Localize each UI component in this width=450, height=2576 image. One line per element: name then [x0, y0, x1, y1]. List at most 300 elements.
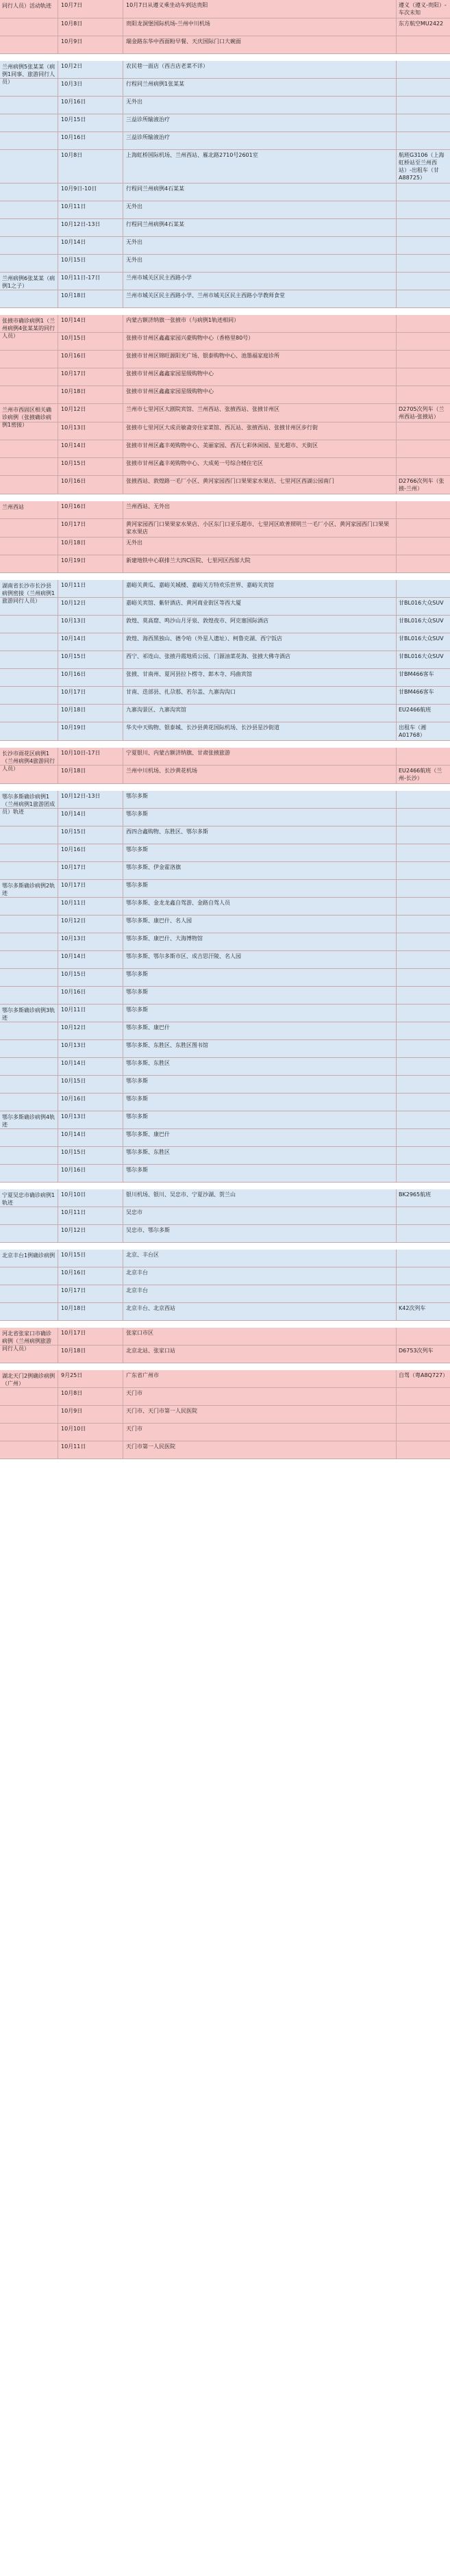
- table-row: [0, 201, 450, 219]
- transport-cell: [397, 1225, 450, 1242]
- place-cell: 新建地铁中心联排兰大四C医院、七里河区西部大院: [123, 555, 397, 572]
- place-cell: 瑞金路东华中西面粉早餐、天庆国际门口大碗面: [123, 36, 397, 53]
- date-cell: 10月14日: [58, 1129, 123, 1146]
- date-cell: 10月8日: [58, 150, 123, 183]
- date-cell: 10月12日: [58, 598, 123, 615]
- table-row: [0, 722, 450, 741]
- case-cell: [0, 969, 58, 986]
- section-gap: [0, 741, 450, 748]
- transport-cell: [397, 1165, 450, 1182]
- place-cell: 天门市第一人民医院: [123, 1441, 397, 1459]
- table-row: [0, 97, 450, 114]
- transport-cell: [397, 36, 450, 53]
- date-cell: 10月15日: [58, 458, 123, 475]
- case-cell: [0, 386, 58, 403]
- case-cell: [0, 1058, 58, 1075]
- transport-cell: D2705次列车（兰州西站-张掖站）: [399, 406, 445, 420]
- place-cell: 兰州市七里河区大剧院宾馆、兰州西站、张掖西站、张掖甘州区: [123, 404, 397, 422]
- place-cell: 鄂尔多斯: [123, 809, 397, 826]
- case-cell: [0, 132, 58, 149]
- place-cell: 鄂尔多斯: [123, 969, 397, 986]
- place-cell: 无外出: [123, 538, 397, 555]
- date-cell: 10月17日: [58, 1328, 123, 1345]
- date-cell: 10月13日: [58, 616, 123, 633]
- table-row: [0, 440, 450, 458]
- transport-cell: 甘BL016大众SUV: [399, 618, 444, 624]
- transport-cell: [397, 538, 450, 555]
- transport-cell: [397, 1129, 450, 1146]
- place-cell: 鄂尔多斯、康巴什: [123, 1129, 397, 1146]
- case-cell: [0, 97, 58, 114]
- place-cell: 鄂尔多斯、金龙龙鑫自驾游、金路自驾人员: [123, 898, 397, 915]
- transport-cell: [397, 1328, 450, 1345]
- date-cell: 10月17日: [58, 687, 123, 704]
- table-row: [0, 290, 450, 308]
- date-cell: 10月18日: [58, 538, 123, 555]
- case-label: 湖北天门2例确诊病例（广州）: [2, 1373, 55, 1387]
- table-row: [0, 880, 450, 898]
- transport-cell: [397, 880, 450, 897]
- place-cell: 鄂尔多斯: [123, 1005, 397, 1022]
- case-cell: [0, 633, 58, 651]
- case-cell: [0, 1424, 58, 1441]
- transport-cell: [397, 519, 450, 537]
- place-cell: 贵阳龙洞堡国际机场-兰州中川机场: [123, 18, 397, 36]
- date-cell: 10月9日: [58, 1406, 123, 1423]
- place-cell: 广东省广州市: [123, 1370, 397, 1387]
- place-cell: 三益诊所输液治疗: [123, 114, 397, 131]
- place-cell: 西宁、祁连山、张掖丹霞地质公园、门源油菜花海、张掖大佛寺酒店: [123, 651, 397, 668]
- date-cell: 10月14日: [58, 315, 123, 332]
- case-cell: [0, 862, 58, 879]
- section-block: [0, 1189, 450, 1243]
- section-block: [0, 748, 450, 784]
- place-cell: 鄂尔多斯、东胜区: [123, 1147, 397, 1164]
- table-row: [0, 1225, 450, 1243]
- case-cell: [0, 114, 58, 131]
- transport-cell: K42次列车: [399, 1305, 426, 1311]
- case-group: [0, 580, 450, 741]
- date-cell: 10月11日: [58, 1207, 123, 1224]
- section-gap: [0, 1183, 450, 1189]
- place-cell: 张家口市区: [123, 1328, 397, 1345]
- place-cell: 鄂尔多斯: [123, 844, 397, 861]
- transport-cell: [397, 1424, 450, 1441]
- section-block: [0, 791, 450, 1183]
- date-cell: 10月15日: [58, 1250, 123, 1267]
- date-cell: 10月15日: [58, 1147, 123, 1164]
- transport-cell: 甘BL016大众SUV: [399, 600, 444, 606]
- transport-cell: [397, 1040, 450, 1057]
- case-cell: [0, 951, 58, 968]
- table-row: [0, 114, 450, 132]
- date-cell: 10月11日: [58, 898, 123, 915]
- table-row: [0, 916, 450, 933]
- date-cell: 10月14日: [58, 237, 123, 254]
- table-row: [0, 844, 450, 862]
- case-group: [0, 1189, 450, 1243]
- place-cell: 内蒙古额济纳旗一张掖市（与病例1轨迹相同）: [123, 315, 397, 332]
- place-cell: 鄂尔多斯、康巴什、名人园: [123, 916, 397, 933]
- case-label: 鄂尔多斯确诊病例2轨迹: [2, 883, 55, 896]
- table-row: [0, 1094, 450, 1111]
- transport-cell: [397, 97, 450, 114]
- table-row: [0, 368, 450, 386]
- place-cell: 兰州西站、无外出: [123, 501, 397, 518]
- case-cell: [0, 1441, 58, 1459]
- transport-cell: [397, 1285, 450, 1302]
- case-cell: [0, 368, 58, 386]
- table-row: [0, 0, 450, 18]
- case-label: 鄂尔多斯确诊病例1（兰州病例1旅游团成员）轨迹: [2, 794, 55, 815]
- date-cell: 10月8日: [58, 1388, 123, 1405]
- place-cell: 兰州中川机场、长沙黄花机场: [123, 766, 397, 783]
- date-cell: 10月17日: [58, 1285, 123, 1302]
- date-cell: 10月11日-17日: [58, 273, 123, 290]
- place-cell: 张掖市甘州区鑫鑫家园星级购物中心: [123, 368, 397, 386]
- table-row: [0, 1406, 450, 1424]
- case-group: [0, 1370, 450, 1459]
- table-row: [0, 315, 450, 333]
- transport-cell: [397, 255, 450, 272]
- place-cell: 鄂尔多斯: [123, 1165, 397, 1182]
- case-cell: [0, 1225, 58, 1242]
- case-cell: [0, 237, 58, 254]
- transport-cell: [397, 501, 450, 518]
- case-label: 宁夏吴忠市确诊病例1轨迹: [2, 1192, 55, 1206]
- transport-cell: [397, 315, 450, 332]
- place-cell: 鄂尔多斯、伊金霍洛旗: [123, 862, 397, 879]
- table-row: [0, 18, 450, 36]
- table-row: [0, 1441, 450, 1459]
- transport-cell: D6753次列车: [399, 1348, 434, 1354]
- place-cell: 三益诊所输液治疗: [123, 132, 397, 149]
- date-cell: 10月7日: [58, 0, 123, 18]
- case-cell: [0, 184, 58, 201]
- case-cell: [0, 18, 58, 36]
- date-cell: 10月2日: [58, 61, 123, 78]
- place-cell: 鄂尔多斯、鄂尔多斯市区、成吉思汗陵、名人园: [123, 951, 397, 968]
- place-cell: 行程同兰州病例4石某某: [123, 219, 397, 236]
- date-cell: 10月15日: [58, 255, 123, 272]
- date-cell: 10月16日: [58, 97, 123, 114]
- table-row: [0, 255, 450, 273]
- place-cell: 无外出: [123, 201, 397, 218]
- date-cell: 10月15日: [58, 1076, 123, 1093]
- table-row: [0, 1058, 450, 1076]
- date-cell: 10月17日: [58, 862, 123, 879]
- transport-cell: [397, 555, 450, 572]
- table-row: [0, 669, 450, 687]
- transport-cell: [397, 237, 450, 254]
- table-row: [0, 1147, 450, 1165]
- transport-cell: [397, 1250, 450, 1267]
- case-group: [0, 1111, 450, 1183]
- table-row: [0, 219, 450, 237]
- case-cell: [0, 538, 58, 555]
- transport-cell: [397, 969, 450, 986]
- section-gap: [0, 308, 450, 315]
- table-row: [0, 1303, 450, 1321]
- date-cell: 10月10日: [58, 1424, 123, 1441]
- date-cell: 10月10日: [58, 1189, 123, 1207]
- place-cell: 华夫中天购物、银泰城、长沙县黄花国际机场、长沙县星沙街道: [123, 722, 397, 740]
- place-cell: 嘉峪关黄瓜、嘉峪关城楼、嘉峪关方特欢乐世界、嘉峪关宾馆: [123, 580, 397, 597]
- place-cell: 兰州市城关区民主西路小学: [123, 273, 397, 290]
- table-row: [0, 79, 450, 97]
- date-cell: 10月16日: [58, 132, 123, 149]
- case-label: 鄂尔多斯确诊病例4轨迹: [2, 1114, 55, 1128]
- table-row: [0, 598, 450, 616]
- transport-cell: 出租车（湘A01768）: [399, 724, 426, 738]
- table-row: [0, 1285, 450, 1303]
- case-cell: [0, 290, 58, 307]
- table-row: [0, 1189, 450, 1207]
- table-row: [0, 1370, 450, 1388]
- case-cell: [0, 987, 58, 1004]
- place-cell: 10月7日从遵义乘坐动车到达贵阳: [123, 0, 397, 18]
- case-group: [0, 273, 450, 308]
- case-group: [0, 791, 450, 880]
- table-row: [0, 61, 450, 79]
- place-cell: 兰州市城关区民主西路小学、兰州市城关区民主西路小学教师食堂: [123, 290, 397, 307]
- table-row: [0, 826, 450, 844]
- table-row: [0, 237, 450, 255]
- transport-cell: 甘BL016大众SUV: [399, 653, 444, 659]
- case-group: [0, 61, 450, 273]
- transport-cell: [397, 333, 450, 350]
- place-cell: 鄂尔多斯: [123, 1094, 397, 1111]
- date-cell: 10月13日: [58, 1040, 123, 1057]
- case-cell: [0, 351, 58, 368]
- date-cell: 10月17日: [58, 880, 123, 897]
- date-cell: 10月12日-13日: [58, 219, 123, 236]
- date-cell: 10月14日: [58, 1058, 123, 1075]
- transport-cell: [397, 458, 450, 475]
- transport-cell: [397, 132, 450, 149]
- transport-cell: [397, 368, 450, 386]
- case-cell: [0, 916, 58, 933]
- case-label: 河北省张家口市确诊病例（兰州病例旅游同行人员）: [2, 1330, 51, 1352]
- place-cell: 九寨沟景区、九寨沟宾馆: [123, 705, 397, 722]
- transport-cell: EU2466航班（兰州-长沙）: [399, 768, 442, 781]
- place-cell: 鄂尔多斯、东胜区: [123, 1058, 397, 1075]
- table-row: [0, 687, 450, 705]
- case-cell: [0, 1303, 58, 1320]
- table-row: [0, 273, 450, 290]
- section-block: [0, 580, 450, 741]
- date-cell: 10月12日: [58, 1225, 123, 1242]
- table-row: [0, 705, 450, 722]
- transport-cell: [397, 898, 450, 915]
- table-row: [0, 933, 450, 951]
- transport-cell: BK2965航班: [399, 1191, 432, 1198]
- date-cell: 10月13日: [58, 422, 123, 440]
- transport-cell: EU2466航班: [399, 707, 432, 713]
- transport-cell: 甘BM466客车: [399, 689, 434, 695]
- transport-cell: [397, 290, 450, 307]
- case-group: [0, 748, 450, 784]
- place-cell: 北京丰台、北京西站: [123, 1303, 397, 1320]
- table-row: [0, 501, 450, 519]
- date-cell: 10月15日: [58, 333, 123, 350]
- transport-cell: [397, 580, 450, 597]
- section-block: [0, 315, 450, 494]
- place-cell: 鄂尔多斯、康巴什: [123, 1022, 397, 1039]
- case-label: 兰州市西固区相关确诊病例（张掖确诊病例1密接）: [2, 407, 51, 428]
- case-label: 兰州西站: [2, 504, 24, 510]
- place-cell: 张掖市甘州区鑫鑫家园兴豪购物中心（香格里80号）: [123, 333, 397, 350]
- case-group: [0, 501, 450, 573]
- transport-cell: [397, 916, 450, 933]
- case-label: 兰州病例5张某某（病例1同事、旅游同行人员）: [2, 64, 55, 85]
- table-row: [0, 1424, 450, 1441]
- case-cell: [0, 705, 58, 722]
- date-cell: 10月12日-13日: [58, 791, 123, 808]
- place-cell: 北京、丰台区: [123, 1250, 397, 1267]
- transport-cell: 自驾（粤A8Q727）: [399, 1372, 449, 1378]
- case-cell: [0, 476, 58, 494]
- date-cell: 10月11日: [58, 1441, 123, 1459]
- date-cell: 10月16日: [58, 476, 123, 494]
- case-cell: [0, 440, 58, 457]
- date-cell: 10月16日: [58, 1165, 123, 1182]
- case-cell: [0, 687, 58, 704]
- case-group: [0, 0, 450, 54]
- case-cell: [0, 1388, 58, 1405]
- case-cell: [0, 722, 58, 740]
- table-row: [0, 351, 450, 368]
- transport-cell: [397, 1406, 450, 1423]
- date-cell: 10月17日: [58, 368, 123, 386]
- date-cell: 10月15日: [58, 114, 123, 131]
- table-row: [0, 1129, 450, 1147]
- place-cell: 北京丰台: [123, 1285, 397, 1302]
- table-row: [0, 404, 450, 422]
- transport-cell: 遵义（遵义-贵阳）-车次未知: [399, 2, 447, 16]
- place-cell: 吴忠市: [123, 1207, 397, 1224]
- table-row: [0, 580, 450, 598]
- transport-cell: [397, 1441, 450, 1459]
- transport-cell: [397, 184, 450, 201]
- case-cell: [0, 933, 58, 950]
- date-cell: 10月16日: [58, 987, 123, 1004]
- case-cell: [0, 1129, 58, 1146]
- date-cell: 10月14日: [58, 633, 123, 651]
- date-cell: 10月8日: [58, 18, 123, 36]
- date-cell: 10月18日: [58, 1346, 123, 1363]
- date-cell: 10月18日: [58, 386, 123, 403]
- table-row: [0, 616, 450, 633]
- case-label: 兰州病例6张某某（病例1之子）: [2, 275, 55, 289]
- table-row: [0, 1207, 450, 1225]
- place-cell: 天门市、天门市第一人民医院: [123, 1406, 397, 1423]
- case-group: [0, 315, 450, 404]
- place-cell: 鄂尔多斯: [123, 987, 397, 1004]
- table-row: [0, 1267, 450, 1285]
- date-cell: 10月19日: [58, 722, 123, 740]
- table-row: [0, 809, 450, 826]
- case-cell: [0, 826, 58, 844]
- case-label: 长沙市雨花区病例1（兰州病例4旅游同行人员）: [2, 750, 55, 772]
- table-row: [0, 1076, 450, 1094]
- date-cell: 10月15日: [58, 826, 123, 844]
- transport-cell: [397, 1388, 450, 1405]
- place-cell: 敦煌、海西黑独山、德令哈（外星人遗址）、柯鲁克湖、西宁饭店: [123, 633, 397, 651]
- case-cell: [0, 669, 58, 686]
- transport-cell: [397, 809, 450, 826]
- table-row: [0, 651, 450, 669]
- case-cell: [0, 1094, 58, 1111]
- case-cell: [0, 150, 58, 183]
- table-row: [0, 1111, 450, 1129]
- table-row: [0, 1250, 450, 1267]
- place-cell: 农民巷一面店（西吉店老菜不详）: [123, 61, 397, 78]
- place-cell: 张掖市甘州区鑫丰苑购物中心、美丽家园、西瓦七彩休闲园、星光超市、天街区: [123, 440, 397, 457]
- place-cell: 行程同兰州病例4石某某: [123, 184, 397, 201]
- date-cell: 10月11日: [58, 201, 123, 218]
- date-cell: 10月10日-17日: [58, 748, 123, 765]
- transport-cell: 航班G3106（上海虹桥站至兰州西站）-出租车（甘A88725）: [399, 152, 445, 181]
- case-cell: [0, 458, 58, 475]
- table-row: [0, 748, 450, 766]
- transport-cell: [397, 61, 450, 78]
- case-cell: [0, 255, 58, 272]
- case-cell: [0, 1040, 58, 1057]
- place-cell: 张掖、甘南州、夏河县拉卜楞寺、郎木寺、玛曲宾馆: [123, 669, 397, 686]
- table-row: [0, 1022, 450, 1040]
- section-block: [0, 501, 450, 573]
- place-cell: 无外出: [123, 255, 397, 272]
- transport-cell: [397, 1147, 450, 1164]
- place-cell: 银川机场、银川、吴忠市、宁夏沙湖、贺兰山: [123, 1189, 397, 1207]
- date-cell: 10月16日: [58, 844, 123, 861]
- transport-cell: D2766次列车（张掖-兰州）: [399, 478, 445, 492]
- place-cell: 北京北站、张家口站: [123, 1346, 397, 1363]
- case-label: 湖南省长沙市长沙县病例密接（兰州病例1旅游同行人员）: [2, 583, 55, 604]
- case-cell: [0, 1285, 58, 1302]
- place-cell: 黄河家园西门口果果家水果店、小区东门口亚乐超市、七里河区欧普照明兰一毛厂小区、黄河家园西门口果果家水果店: [123, 519, 397, 537]
- case-label: 张掖市确诊病例1（兰州病例4张某某的同行人员）: [2, 318, 55, 339]
- case-cell: [0, 616, 58, 633]
- table-row: [0, 476, 450, 494]
- place-cell: 宁夏银川、内蒙古额济纳旗、甘肃张掖旅游: [123, 748, 397, 765]
- transport-cell: [397, 1022, 450, 1039]
- transport-cell: [397, 862, 450, 879]
- transport-cell: [397, 1005, 450, 1022]
- table-row: [0, 386, 450, 404]
- transport-cell: [397, 1267, 450, 1285]
- table-row: [0, 1040, 450, 1058]
- case-label: 鄂尔多斯确诊病例3轨迹: [2, 1007, 55, 1021]
- place-cell: 天门市: [123, 1424, 397, 1441]
- table-row: [0, 458, 450, 476]
- transport-cell: [397, 1094, 450, 1111]
- case-cell: [0, 519, 58, 537]
- table-row: [0, 791, 450, 809]
- table-row: [0, 1388, 450, 1406]
- table-row: [0, 633, 450, 651]
- place-cell: 鄂尔多斯、康巴什、大海博物馆: [123, 933, 397, 950]
- case-group: [0, 404, 450, 494]
- table-row: [0, 538, 450, 555]
- transport-cell: [397, 219, 450, 236]
- place-cell: 鄂尔多斯: [123, 880, 397, 897]
- table-row: [0, 184, 450, 201]
- date-cell: 10月15日: [58, 651, 123, 668]
- transport-cell: 甘BL016大众SUV: [399, 635, 444, 642]
- case-cell: [0, 1207, 58, 1224]
